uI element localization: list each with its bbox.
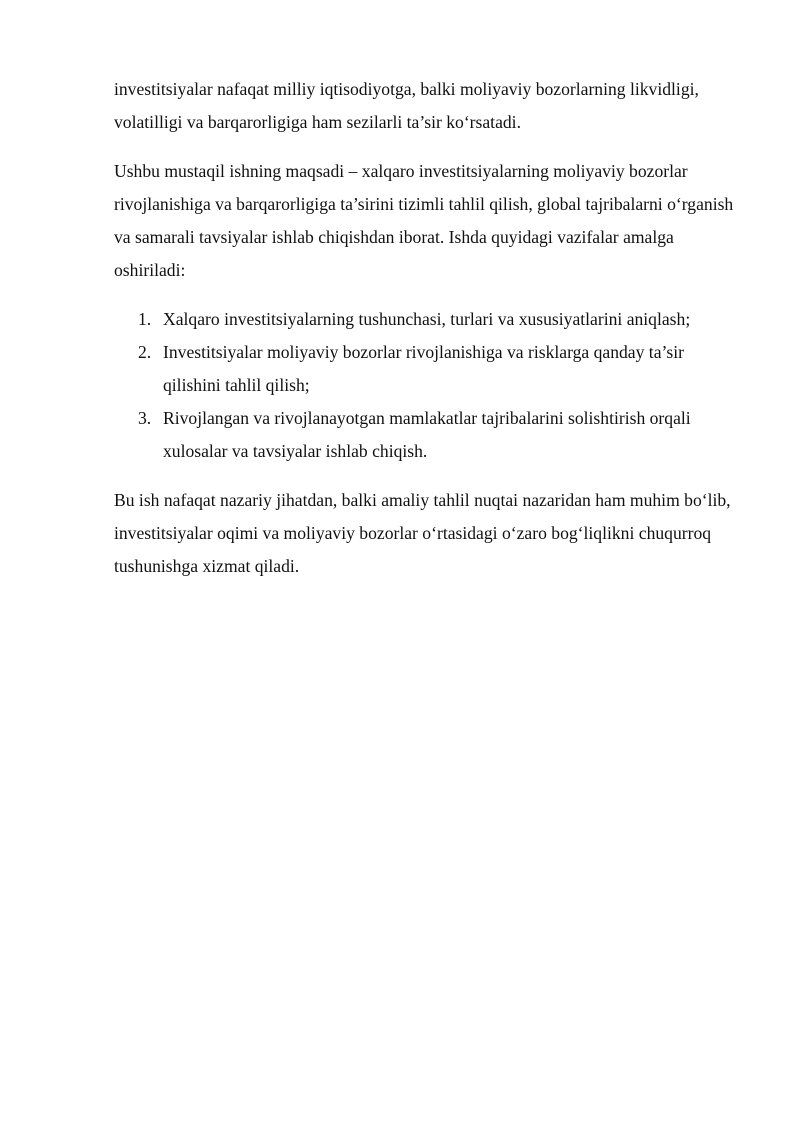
list-item-text: Xalqaro investitsiyalarning tushunchasi, turlari va xususiyatlarini aniqlash; (163, 309, 691, 329)
tasks-list (114, 303, 744, 468)
list-item (114, 336, 744, 402)
paragraph-purpose: Ushbu mustaqil ishning maqsadi – xalqaro investitsiyalarning moliyaviy bozorlar rivojlanishiga va barqarorligiga ta’sirini tizimli tahlil qilish, global tajribalarni o‘rganish va samarali tavsiyalar ishlab chiqishdan iborat. Ishda quyidagi vazifalar amalga oshiriladi: (114, 161, 734, 280)
document-body (114, 73, 744, 599)
list-item (114, 303, 744, 336)
paragraph-closing: Bu ish nafaqat nazariy jihatdan, balki amaliy tahlil nuqtai nazaridan ham muhim bo‘lib, investitsiyalar oqimi va moliyaviy bozorlar o‘rtasidagi o‘zaro bog‘liqlikni chuqurroq tushunishga xizmat qiladi. (114, 490, 731, 576)
list-number: 1. (138, 309, 152, 329)
paragraph-intro: investitsiyalar nafaqat milliy iqtisodiyotga, balki moliyaviy bozorlarning likvidligi, volatilligi va barqarorligiga ham sezilarli ta’sir ko‘rsatadi. (114, 79, 699, 132)
list-number: 2. (138, 342, 152, 362)
list-item-text: Investitsiyalar moliyaviy bozorlar rivojlanishiga va risklarga qanday ta’sir qilishini tahlil qilish; (163, 342, 684, 395)
list-number: 3. (138, 408, 152, 428)
list-item-text: Rivojlangan va rivojlanayotgan mamlakatlar tajribalarini solishtirish orqali xulosalar va tavsiyalar ishlab chiqish. (163, 408, 691, 461)
list-item (114, 402, 744, 468)
